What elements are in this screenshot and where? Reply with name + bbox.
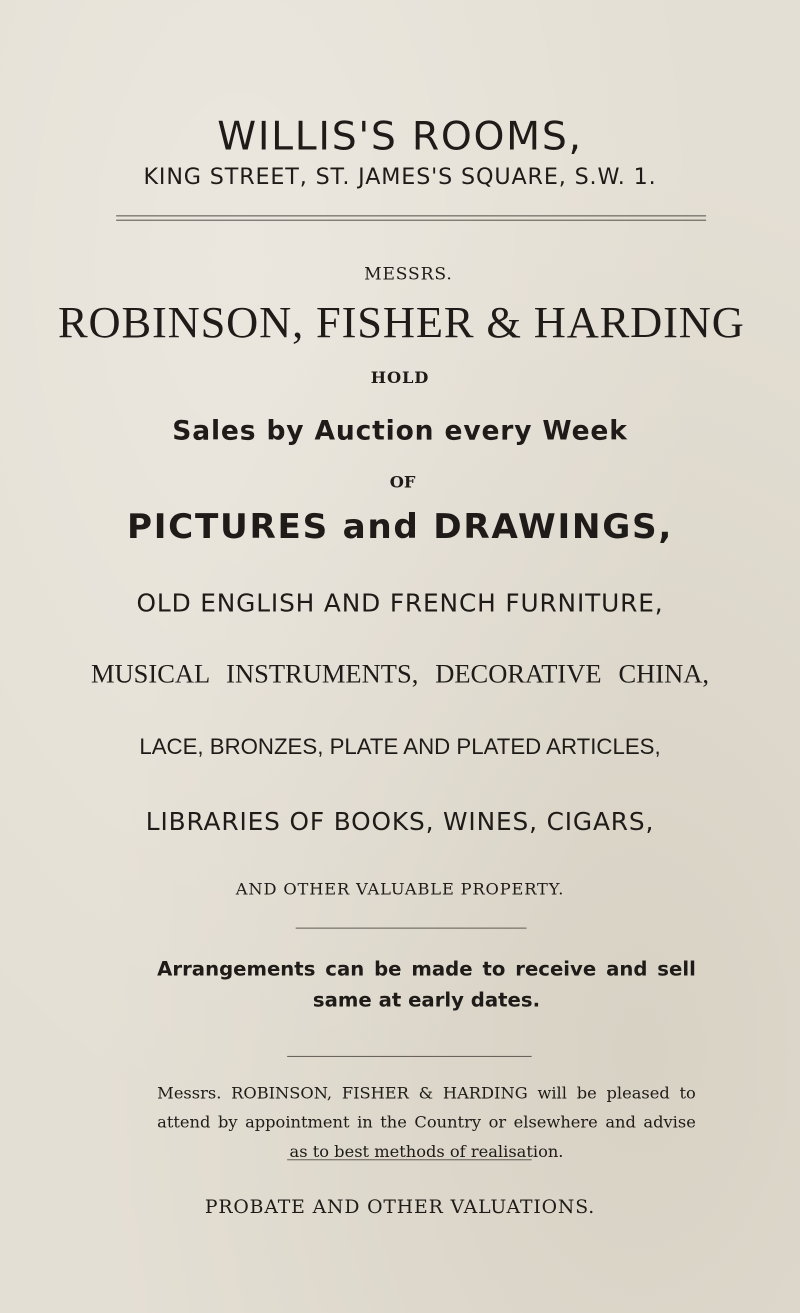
attend-notice: Messrs. ROBINSON, FISHER & HARDING will be pleased to attend by appointment in the Country or elsewhere and advise as to best methods of realisation. — [157, 1084, 696, 1162]
header-divider — [116, 215, 706, 220]
hold-label: HOLD — [370, 368, 430, 388]
firm-name: ROBINSON, FISHER & HARDING — [58, 298, 745, 348]
divider-rule — [296, 928, 527, 929]
document-page — [58, 0, 745, 1283]
category-pictures: PICTURES and DRAWINGS, — [126, 507, 674, 547]
divider-rule — [287, 1159, 532, 1160]
category-libraries: LIBRARIES OF BOOKS, WINES, CIGARS, — [145, 807, 655, 837]
category-furniture: OLD ENGLISH AND FRENCH FURNITURE, — [136, 588, 664, 618]
venue-address: KING STREET, ST. JAMES'S SQUARE, S.W. 1. — [143, 164, 657, 190]
other-property: AND OTHER VALUABLE PROPERTY. — [235, 879, 565, 899]
venue-title: WILLIS'S ROOMS, — [217, 112, 583, 160]
arrangements-notice: Arrangements can be made to receive and sell same at early dates. — [157, 958, 696, 1012]
of-label: OF — [389, 472, 416, 492]
divider-rule — [287, 1056, 532, 1057]
category-lace: LACE, BRONZES, PLATE AND PLATED ARTICLES, — [139, 733, 661, 760]
messrs-label: MESSRS. — [364, 263, 453, 284]
category-musical: MUSICAL INSTRUMENTS, DECORATIVE CHINA, — [90, 658, 710, 689]
valuations-notice: PROBATE AND OTHER VALUATIONS. — [204, 1197, 596, 1219]
sales-headline: Sales by Auction every Week — [172, 415, 628, 447]
